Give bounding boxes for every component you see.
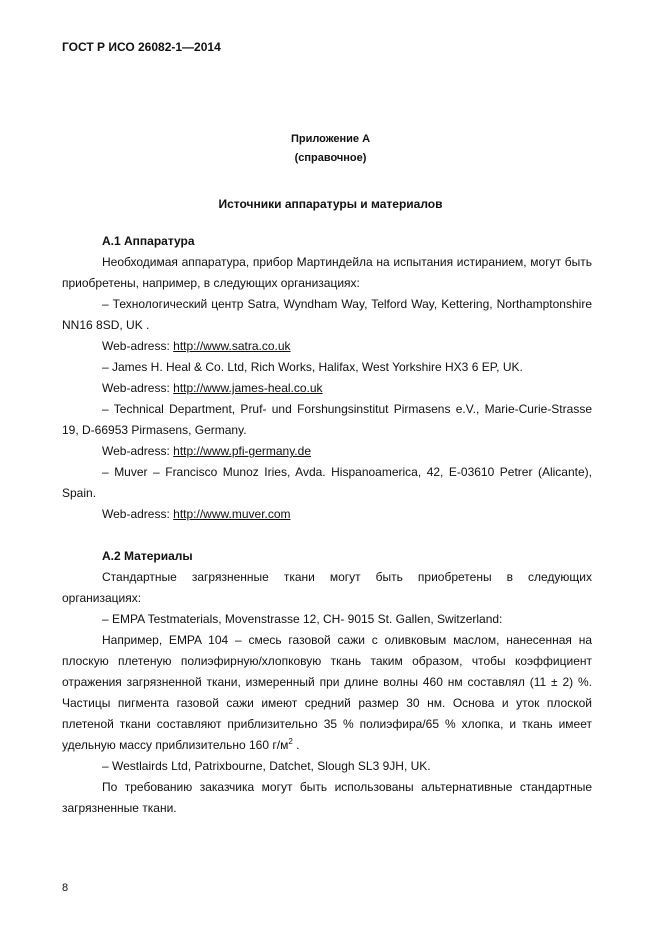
- web-address-muver: [62, 504, 592, 525]
- organization-muver: – Muver – Francisco Munoz Iries, Avda. Hispanoamerica, 42, E-03610 Petrer (Alicante), Spain.: [62, 465, 592, 500]
- paragraph-materials-intro: Стандартные загрязненные ткани могут быть приобретены в следующих организациях:: [62, 570, 592, 605]
- link-pfi[interactable]: http://www.pfi-germany.de: [173, 444, 311, 458]
- web-address-pfi: [62, 441, 592, 462]
- link-james-heal[interactable]: http://www.james-heal.co.uk: [173, 381, 323, 395]
- example-end: .: [292, 738, 300, 752]
- organization-empa: – EMPA Testmaterials, Movenstrasse 12, CH- 9015 St. Gallen, Switzerland:: [102, 612, 503, 626]
- page-title: Источники аппаратуры и материалов: [218, 197, 443, 211]
- link-muver[interactable]: http://www.muver.com: [173, 507, 291, 521]
- web-address-satra: [62, 336, 592, 357]
- superscript-two: 2: [288, 737, 293, 746]
- web-address-label: Web-adress:: [102, 507, 170, 521]
- annex-subtitle: (справочное): [294, 152, 367, 164]
- section-heading-materials: А.2 Материалы: [102, 549, 193, 563]
- standard-code-header: ГОСТ Р ИСО 26082-1—2014: [62, 40, 221, 54]
- web-address-label: Web-adress:: [102, 381, 170, 395]
- page-number: 8: [62, 882, 69, 894]
- paragraph-closing: По требованию заказчика могут быть использованы альтернативные стандартные загрязненные ткани.: [62, 780, 592, 815]
- web-address-james-heal: [62, 378, 592, 399]
- organization-pfi: – Technical Department, Pruf- und Forshungsinstitut Pirmasens e.V., Marie-Curie-Strasse 19, D-66953 Pirmasens, Germany.: [62, 402, 592, 437]
- example-text: Например, EMPA 104 – смесь газовой сажи с оливковым маслом, нанесенная на плоскую плетеную полиэфирную/хлопковую ткань таким образом, чтобы коэффициент отражения загрязненной ткани, измеренный при длине волны 460 нм составлял (11 ± 2) %. Частицы пигмента газовой сажи имеют средний размер 30 нм. Основа и уток плоской плетеной ткани составляют приблизительно 35 % полиэфира/65 % хлопка, и ткань имеет удельную массу приблизительно 160 г/м: [62, 633, 592, 752]
- organization-james-heal: – James H. Heal & Co. Ltd, Rich Works, Halifax, West Yorkshire HX3 6 EP, UK.: [102, 360, 523, 374]
- section-spacer: [62, 525, 592, 546]
- section-heading-apparatus: А.1 Аппаратура: [102, 234, 195, 248]
- link-satra[interactable]: http://www.satra.co.uk: [173, 339, 291, 353]
- document-body: [62, 231, 592, 819]
- organization-westlairds: – Westlairds Ltd, Patrixbourne, Datchet, Slough SL3 9JH, UK.: [102, 759, 431, 773]
- organization-satra: – Технологический центр Satra, Wyndham Way, Telford Way, Kettering, Northamptonshire NN16 8SD, UK .: [62, 297, 592, 332]
- paragraph-apparatus-intro: Необходимая аппаратура, прибор Мартиндейла на испытания истиранием, могут быть приобретены, например, в следующих организациях:: [62, 255, 592, 290]
- paragraph-empa-example: [62, 630, 592, 756]
- web-address-label: Web-adress:: [102, 339, 170, 353]
- annex-title: Приложение А: [290, 133, 371, 145]
- web-address-label: Web-adress:: [102, 444, 170, 458]
